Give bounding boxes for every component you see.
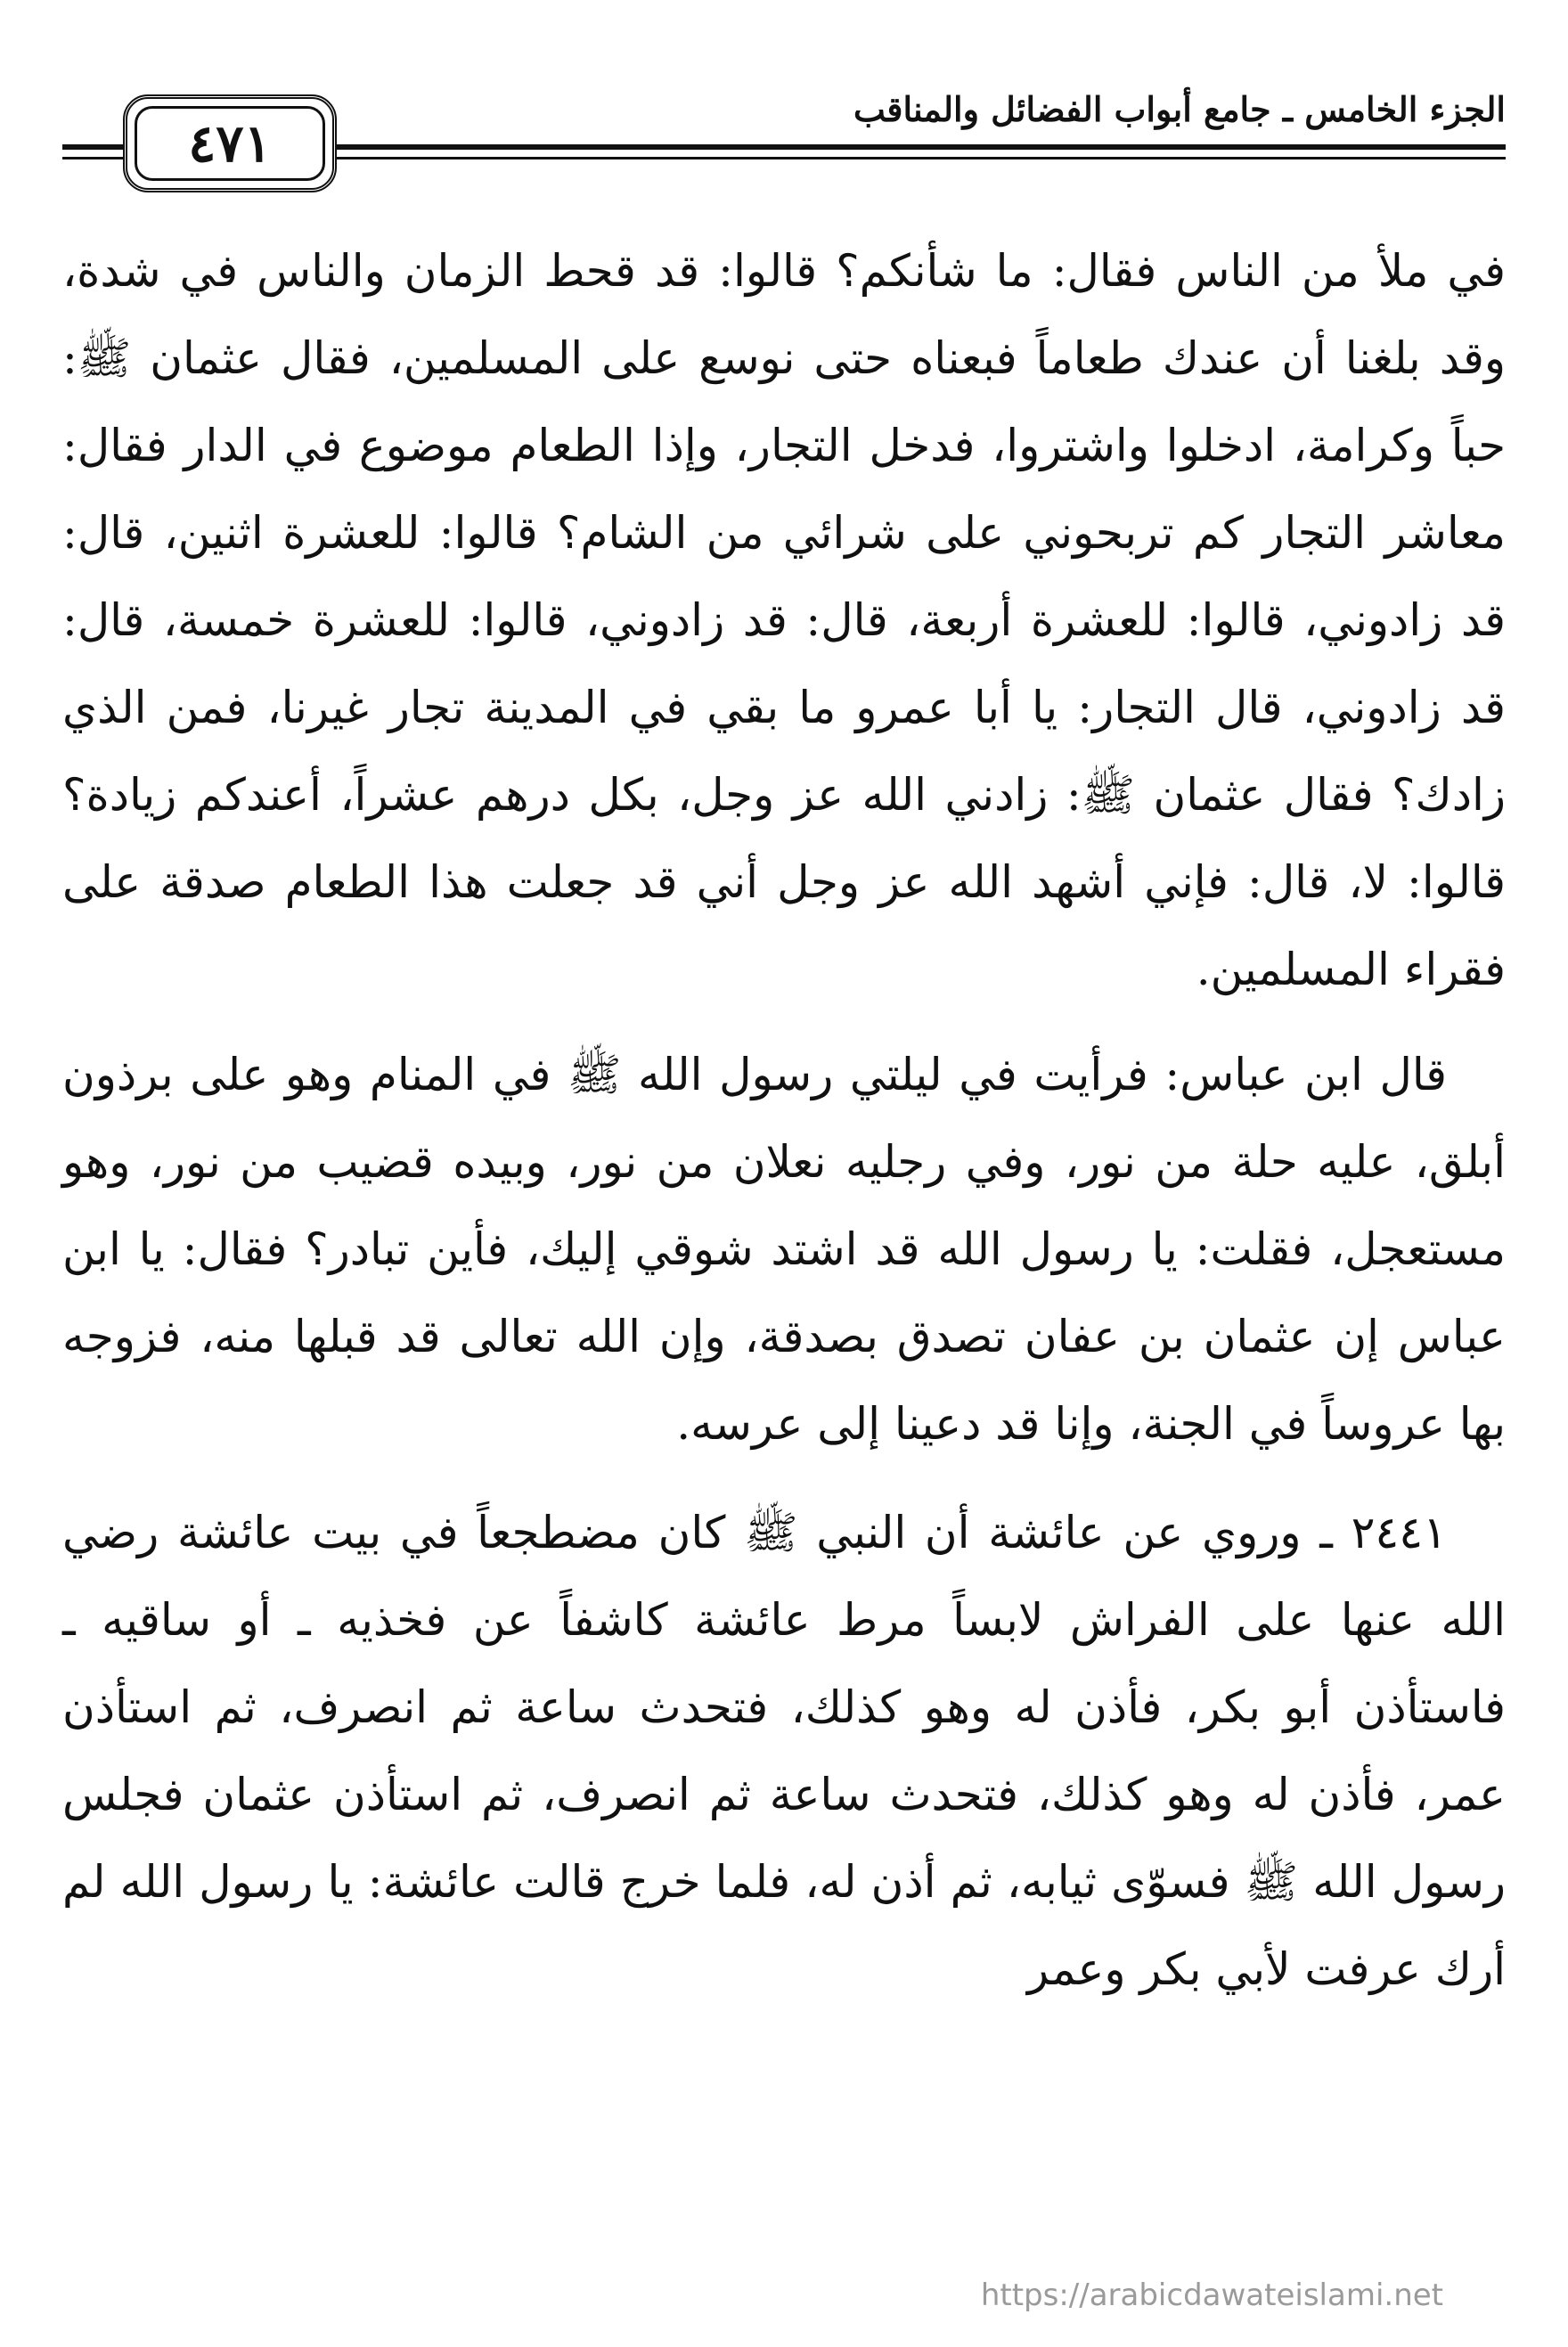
running-header-title: الجزء الخامس ـ جامع أبواب الفضائل والمناقب <box>853 89 1506 129</box>
page-number-frame <box>123 94 337 192</box>
page-header <box>62 89 1506 205</box>
paragraph: في ملأ من الناس فقال: ما شأنكم؟ قالوا: قد قحط الزمان والناس في شدة، وقد بلغنا أن عندك طعاماً فبعناه حتى نوسع على المسلمين، فقال عثمان ﷺ: حباً وكرامة، ادخلوا واشتروا، فدخل التجار، وإذا الطعام موضوع في الدار فقال: معاشر التجار كم تربحوني على شرائي من الشام؟ قالوا: للعشرة اثنين، قال: قد زادوني، قالوا: للعشرة أربعة، قال: قد زادوني، قالوا: للعشرة خمسة، قال: قد زادوني، قال التجار: يا أبا عمرو ما بقي في المدينة تجار غيرنا، فمن الذي زادك؟ فقال عثمان ﷺ: زادني الله عز وجل، بكل درهم عشراً، أعندكم زيادة؟ قالوا: لا، قال: فإني أشهد الله عز وجل أني قد جعلت هذا الطعام صدقة على فقراء المسلمين. <box>62 245 1506 995</box>
paragraph: قال ابن عباس: فرأيت في ليلتي رسول الله ﷺ في المنام وهو على برذون أبلق، عليه حلة من نور، وفي رجليه نعلان من نور، وبيده قضيب من نور، وهو مستعجل، فقلت: يا رسول الله قد اشتد شوقي إليك، فأين تبادر؟ فقال: يا ابن عباس إن عثمان بن عفان تصدق بصدقة، وإن الله تعالى قد قبلها منه، فزوجه بها عروساً في الجنة، وإنا قد دعينا إلى عرسه. <box>62 1049 1506 1450</box>
watermark-url: https://arabicdawateislami.net <box>980 2277 1443 2313</box>
paragraph: ٢٤٤١ ـ وروي عن عائشة أن النبي ﷺ كان مضطجعاً في بيت عائشة رضي الله عنها على الفراش لابساً مرط عائشة كاشفاً عن فخذيه ـ أو ساقيه ـ فاستأذن أبو بكر، فأذن له وهو كذلك، فتحدث ساعة ثم انصرف، ثم استأذن عمر، فأذن له وهو كذلك، فتحدث ساعة ثم انصرف، ثم استأذن عثمان فجلس رسول الله ﷺ فسوّى ثيابه، ثم أذن له، فلما خرج قالت عائشة: يا رسول الله لم أرك عرفت لأبي بكر وعمر <box>62 1507 1506 1995</box>
page-number: ٤٧١ <box>135 106 325 181</box>
page-body <box>62 227 1506 2013</box>
